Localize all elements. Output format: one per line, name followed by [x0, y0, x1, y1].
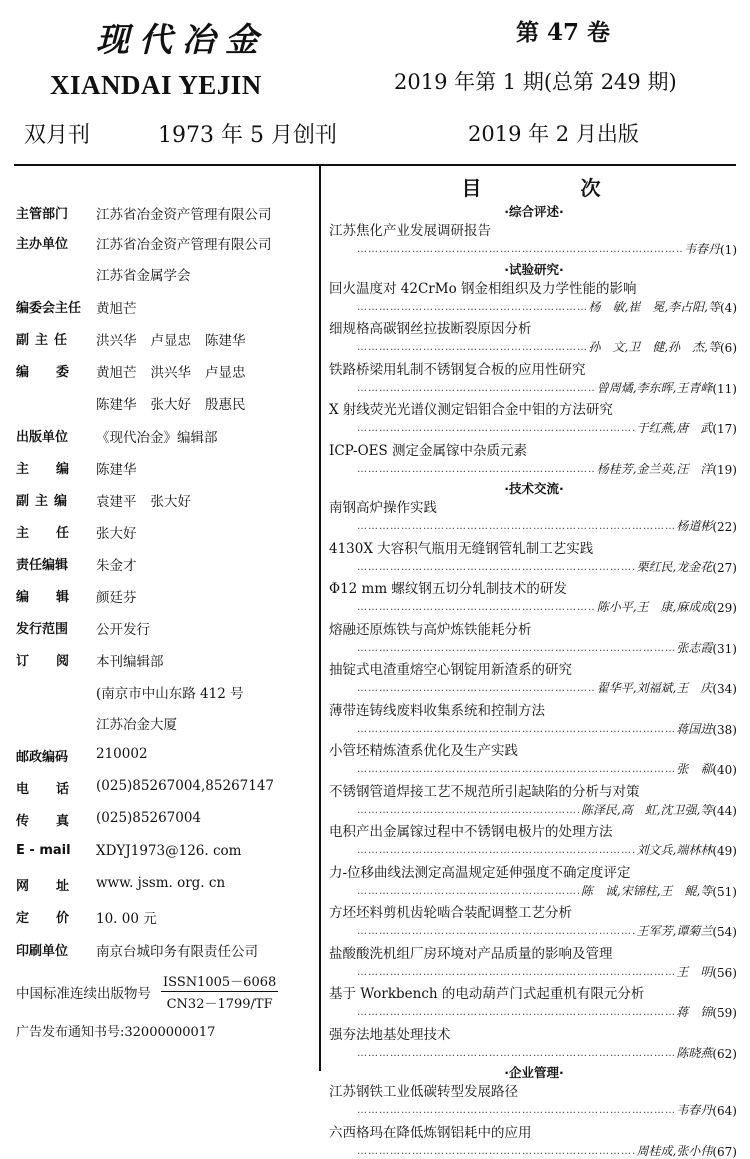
toc-entry-authors: 栗红民,龙金花 — [636, 559, 713, 574]
masthead-value: 公开发行 — [96, 622, 150, 638]
ad-notice: 广告发布通知书号:32000000017 — [16, 1025, 216, 1040]
toc-entry[interactable] — [329, 1121, 737, 1159]
leader-dots — [357, 382, 595, 396]
toc-entry-title[interactable]: 强夯法地基处理技术 — [329, 1026, 451, 1043]
toc-entry-authors: 杨 敏,崔 冕,李占阳,等 — [588, 299, 720, 314]
toc-entry-byline — [329, 517, 737, 534]
masthead-row — [16, 875, 225, 894]
masthead-value: 袁建平 — [96, 494, 137, 510]
column-divider — [319, 166, 321, 1071]
masthead-value: 张大好 — [150, 397, 191, 413]
toc-entry[interactable] — [329, 982, 737, 1020]
toc-entry-page[interactable]: (1) — [720, 243, 737, 257]
leader-dots — [357, 243, 682, 257]
volume-number: 第 47 卷 — [516, 19, 611, 46]
leader-dots — [357, 1047, 674, 1061]
masthead-label — [16, 393, 92, 413]
leader-dots — [357, 341, 587, 355]
leader-dots — [357, 642, 674, 656]
toc-entry-title[interactable]: Φ12 mm 螺纹钢五切分轧制技术的研发 — [329, 581, 567, 597]
masthead-row — [16, 940, 258, 960]
masthead-label: 副主任 — [16, 333, 74, 348]
toc-section-heading: ·试验研究· — [504, 261, 564, 277]
masthead-row — [16, 682, 244, 702]
toc-entry[interactable] — [329, 1023, 737, 1061]
toc-entry-title[interactable]: ICP-OES 测定金属镓中杂质元素 — [329, 442, 528, 459]
masthead-label: 邮政编码 — [16, 750, 69, 765]
toc-entry[interactable] — [329, 699, 737, 737]
toc-entry-byline — [329, 419, 737, 436]
leader-dots — [357, 682, 595, 696]
issn-block — [16, 971, 278, 1012]
issn-numbers — [161, 971, 278, 1012]
toc-entry-title[interactable]: 江苏钢铁工业低碳转型发展路径 — [329, 1084, 518, 1100]
toc-entry-page[interactable]: (38) — [712, 722, 737, 737]
masthead-row — [16, 843, 241, 859]
toc-entry-page[interactable]: (51) — [712, 884, 737, 899]
toc-entry[interactable] — [329, 1080, 737, 1118]
toc-entry-page[interactable]: (31) — [712, 641, 737, 656]
toc-entry-byline — [329, 1044, 737, 1061]
toc-entry-authors: 张 郗 — [676, 762, 713, 776]
toc-entry-title[interactable]: 基于 Workbench 的电动葫芦门式起重机有限元分析 — [329, 986, 645, 1002]
toc-entry-byline — [329, 598, 737, 615]
masthead-label — [16, 682, 92, 702]
leader-dots — [357, 1104, 674, 1118]
toc-entry[interactable] — [329, 439, 737, 477]
toc-entry-authors: 王 明 — [676, 964, 713, 979]
masthead-value: 江苏省金属学会 — [96, 268, 191, 284]
toc-entry[interactable] — [329, 358, 737, 396]
masthead-label: 主编 — [16, 462, 97, 477]
toc-entry[interactable] — [329, 658, 737, 696]
masthead-row — [16, 810, 201, 829]
toc-entry-byline — [329, 882, 737, 899]
toc-entry-byline — [329, 679, 737, 696]
toc-entry-title[interactable]: 薄带连铸线废料收集系统和控制方法 — [329, 702, 545, 719]
toc-entry-byline — [329, 760, 737, 777]
leader-dots — [357, 763, 674, 777]
issue-number: 2019 年第 1 期(总第 249 期) — [394, 70, 677, 94]
masthead-value: 黄旭芒 — [96, 365, 137, 381]
masthead-label: 电话 — [16, 782, 97, 797]
toc-entry[interactable] — [329, 277, 737, 315]
toc-entry-title[interactable]: 方坯坯料剪机齿轮啮合装配调整工艺分析 — [329, 905, 572, 921]
toc-entry-page[interactable]: (49) — [712, 844, 737, 858]
masthead-label: 传真 — [16, 814, 97, 829]
toc-entry-byline — [329, 298, 737, 315]
toc-entry-authors: 蒋国进 — [676, 721, 713, 736]
leader-dots — [357, 1145, 635, 1159]
toc-section-heading: ·技术交流· — [504, 481, 564, 496]
masthead-value: 江苏省冶金资产管理有限公司 — [96, 207, 272, 223]
toc-entry-page[interactable]: (22) — [712, 520, 737, 534]
masthead-value: 朱金才 — [96, 558, 137, 574]
masthead-value: 《现代冶金》编辑部 — [96, 430, 218, 446]
toc-entry-authors: 王军芳,谭菊兰 — [636, 924, 713, 938]
toc-entry-authors: 张志霞 — [676, 640, 713, 655]
journal-logo-title: 现代冶金 — [96, 20, 268, 59]
toc-entry-title[interactable]: 4130X 大容积气瓶用无缝钢管轧制工艺实践 — [329, 540, 594, 557]
toc-entry-page[interactable]: (6) — [720, 341, 737, 355]
toc-entry-page[interactable]: (19) — [712, 462, 737, 477]
toc-entry-title[interactable]: X 射线荧光光谱仪测定铝钼合金中钼的方法研究 — [329, 402, 613, 418]
masthead-value: 江苏冶金大厦 — [96, 717, 177, 733]
toc-entry-byline — [329, 1101, 737, 1118]
toc-entry-authors: 陈晓燕 — [676, 1045, 713, 1060]
toc-entry-title[interactable]: 不锈钢管道焊接工艺不规范所引起缺陷的分析与对策 — [329, 783, 640, 800]
toc-entry-page[interactable]: (17) — [712, 422, 737, 436]
masthead-value: 陈建华 — [96, 397, 137, 413]
masthead-value: 陈建华 — [96, 462, 137, 478]
toc-entry[interactable] — [329, 618, 737, 656]
toc-entry-authors: 韦春丹 — [683, 242, 720, 256]
masthead-value: (025)85267004,85267147 — [96, 778, 275, 794]
toc-entry[interactable] — [329, 901, 737, 939]
toc-entry-byline — [329, 460, 737, 477]
masthead-label: 责任编辑 — [16, 558, 69, 573]
toc-entry-page[interactable]: (4) — [720, 300, 737, 315]
toc-entry-page[interactable]: (11) — [712, 381, 737, 396]
toc-entry-title[interactable]: 盐酸酸洗机组厂房环境对产品质量的影响及管理 — [329, 945, 613, 962]
masthead-label: 发行范围 — [16, 622, 69, 637]
toc-entry-page[interactable]: (40) — [712, 763, 737, 777]
toc-entry[interactable] — [329, 780, 737, 818]
masthead-value: 颜廷芬 — [96, 590, 137, 606]
toc-entry-page[interactable]: (62) — [712, 1046, 737, 1061]
toc-entry[interactable] — [329, 398, 737, 436]
masthead-row — [16, 554, 137, 574]
toc-title: 目 次 — [461, 176, 647, 200]
masthead-value: 张大好 — [150, 494, 191, 510]
founding-date: 1973 年 5 月创刊 — [158, 123, 337, 148]
masthead-row — [16, 907, 157, 927]
toc-entry-authors: 陈 诚,宋锦柱,王 鲲,等 — [580, 883, 713, 898]
toc-entry-byline — [329, 1142, 737, 1159]
toc-entry-title[interactable]: 熔融还原炼铁与高炉炼铁能耗分析 — [329, 621, 532, 638]
leader-dots — [357, 844, 635, 858]
toc-entry-authors: 周桂成,张小伟 — [636, 1143, 713, 1158]
toc-entry-page[interactable]: (56) — [712, 965, 737, 980]
leader-dots — [357, 723, 674, 737]
leader-dots — [357, 463, 595, 477]
toc-entry-authors: 杨道彬 — [676, 519, 713, 533]
header-divider — [14, 164, 736, 166]
masthead-row — [16, 426, 218, 446]
toc-entry-byline — [329, 841, 737, 858]
masthead-label: 网址 — [16, 879, 97, 894]
leader-dots — [357, 301, 587, 315]
masthead-row — [16, 713, 177, 733]
toc-entry-byline — [329, 922, 737, 939]
toc-entry-authors: 杨桂芳,金兰英,汪 洋 — [596, 461, 713, 476]
toc-entry-byline — [329, 1003, 737, 1020]
toc-entry-page[interactable]: (44) — [712, 803, 737, 818]
toc-entry-authors: 曾周燏,李东晖,王青峰 — [596, 380, 713, 395]
toc-entry-page[interactable]: (64) — [712, 1104, 737, 1118]
toc-entry-page[interactable]: (59) — [712, 1006, 737, 1020]
toc-entry[interactable] — [329, 317, 737, 355]
masthead-value: 10. 00 元 — [96, 911, 157, 927]
toc-entry-byline — [329, 963, 737, 980]
toc-entry-byline — [329, 558, 737, 575]
toc-entry-authors: 于红燕,唐 武 — [636, 421, 713, 435]
masthead-label — [16, 264, 92, 284]
toc-entry-title[interactable]: 抽锭式电渣重熔空心钢锭用新渣系的研究 — [329, 662, 572, 678]
toc-entry-authors: 蒋 锦 — [676, 1005, 713, 1019]
toc-entry-title[interactable]: 六西格玛在降低炼钢铝耗中的应用 — [329, 1124, 532, 1141]
toc-entry-byline — [329, 720, 737, 737]
leader-dots — [357, 520, 674, 534]
masthead-value: 洪兴华 — [150, 365, 191, 381]
leader-dots — [357, 925, 635, 939]
toc-entry-title[interactable]: 电积产出金属镓过程中不锈钢电极片的处理方法 — [329, 824, 613, 840]
masthead-value: 本刊编辑部 — [96, 654, 164, 670]
masthead-value: 黄旭芒 — [96, 301, 137, 317]
masthead-value: 张大好 — [96, 526, 137, 542]
toc-entry[interactable] — [329, 496, 737, 534]
toc-entry[interactable] — [329, 739, 737, 777]
publication-frequency: 双月刊 — [24, 123, 91, 148]
masthead-label: 印刷单位 — [16, 944, 69, 959]
masthead-row — [16, 393, 246, 413]
masthead-label: 主管部门 — [16, 207, 69, 222]
masthead-label: 主任 — [16, 526, 97, 541]
toc-entry-authors: 刘文兵,端林林 — [636, 843, 713, 857]
publication-date: 2019 年 2 月出版 — [468, 122, 639, 146]
masthead-label: 编辑 — [16, 590, 97, 605]
toc-section-heading: ·企业管理· — [504, 1065, 564, 1080]
masthead-row — [16, 458, 137, 478]
toc-entry-page[interactable]: (29) — [712, 601, 737, 615]
issn-number: ISSN1005－6068 — [161, 971, 278, 992]
toc-entry[interactable] — [329, 942, 737, 980]
toc-entry-title[interactable]: 细规格高碳钢丝拉拔断裂原因分析 — [329, 321, 532, 337]
toc-entry-authors: 孙 文,卫 健,孙 杰,等 — [588, 340, 720, 354]
issn-label: 中国标准连续出版物号 — [16, 985, 151, 1002]
toc-section-heading: ·综合评述· — [504, 204, 564, 219]
toc-entry-title[interactable]: 南钢高炉操作实践 — [329, 500, 437, 516]
masthead-label: 出版单位 — [16, 430, 69, 445]
leader-dots — [357, 804, 579, 818]
masthead-row — [16, 522, 137, 542]
masthead-label: E - mail — [16, 843, 71, 858]
toc-entry-byline — [329, 639, 737, 656]
leader-dots — [357, 601, 595, 615]
masthead-row — [16, 361, 246, 381]
toc-entry-byline — [329, 240, 737, 257]
masthead-row — [16, 618, 150, 638]
masthead-label — [16, 713, 92, 733]
journal-pinyin-title: XIANDAI YEJIN — [50, 70, 262, 100]
toc-entry-page[interactable]: (67) — [712, 1144, 737, 1159]
toc-entry-byline — [329, 379, 737, 396]
masthead-label: 编委会主任 — [16, 301, 82, 316]
toc-entry-authors: 陈小平,王 康,麻成成 — [596, 600, 713, 614]
masthead-row — [16, 746, 148, 765]
leader-dots — [357, 422, 635, 436]
toc-entry[interactable] — [329, 537, 737, 575]
masthead-value: 南京台城印务有限责任公司 — [96, 944, 258, 960]
masthead-value: 陈建华 — [205, 333, 246, 349]
toc-entry-authors: 韦春丹 — [676, 1103, 713, 1117]
masthead-label: 主办单位 — [16, 237, 69, 252]
toc-entry-byline — [329, 338, 737, 355]
masthead-row — [16, 233, 272, 253]
masthead-value: 殷惠民 — [205, 397, 246, 413]
toc-entry-authors: 翟华平,刘福斌,王 庆 — [596, 681, 713, 695]
masthead-label: 订阅 — [16, 654, 97, 669]
toc-entry[interactable] — [329, 577, 737, 615]
leader-dots — [357, 966, 674, 980]
masthead-value: 卢显忠 — [205, 365, 246, 381]
toc-entry-title[interactable]: 铁路桥梁用轧制不锈钢复合板的应用性研究 — [329, 361, 586, 378]
masthead-row — [16, 778, 274, 797]
toc-entry[interactable] — [329, 219, 737, 257]
toc-entry-authors: 陈泽民,高 虹,沈卫强,等 — [580, 802, 713, 817]
masthead-row — [16, 650, 164, 670]
masthead-value: (南京市中山东路 412 号 — [96, 686, 244, 702]
masthead-label: 定价 — [16, 911, 97, 926]
masthead-row — [16, 586, 137, 606]
toc-entry[interactable] — [329, 861, 737, 899]
toc-entry-byline — [329, 801, 737, 818]
masthead-row — [16, 490, 191, 510]
leader-dots — [357, 885, 579, 899]
masthead-label: 副主编 — [16, 494, 74, 509]
toc-entry-title[interactable]: 回火温度对 42CrMo 钢金相组织及力学性能的影响 — [329, 280, 637, 297]
masthead-value: 210002 — [96, 746, 148, 762]
masthead-value: www. jssm. org. cn — [96, 875, 226, 891]
toc-entry-title[interactable]: 力-位移曲线法测定高温规定延伸强度不确定度评定 — [329, 864, 631, 881]
toc-entry-page[interactable]: (54) — [712, 925, 737, 939]
masthead-value: 江苏省冶金资产管理有限公司 — [96, 237, 272, 253]
masthead-row — [16, 264, 191, 284]
leader-dots — [357, 561, 635, 575]
masthead-value: XDYJ1973@126. com — [96, 843, 242, 859]
toc-entry-page[interactable]: (34) — [712, 682, 737, 696]
masthead-row — [16, 203, 272, 223]
masthead-row — [16, 329, 246, 349]
toc-entry-title[interactable]: 江苏焦化产业发展调研报告 — [329, 223, 491, 239]
masthead-value: 洪兴华 — [96, 333, 137, 349]
masthead-row — [16, 297, 137, 317]
cn-number: CN32－1799/TF — [166, 997, 273, 1012]
leader-dots — [357, 1006, 674, 1020]
toc-entry-title[interactable]: 小管坯精炼渣系优化及生产实践 — [329, 743, 518, 759]
masthead-value: 卢显忠 — [150, 333, 191, 349]
toc-entry-page[interactable]: (27) — [712, 560, 737, 575]
masthead-label: 编委 — [16, 365, 97, 380]
masthead-value: (025)85267004 — [96, 810, 202, 826]
toc-entry[interactable] — [329, 820, 737, 858]
